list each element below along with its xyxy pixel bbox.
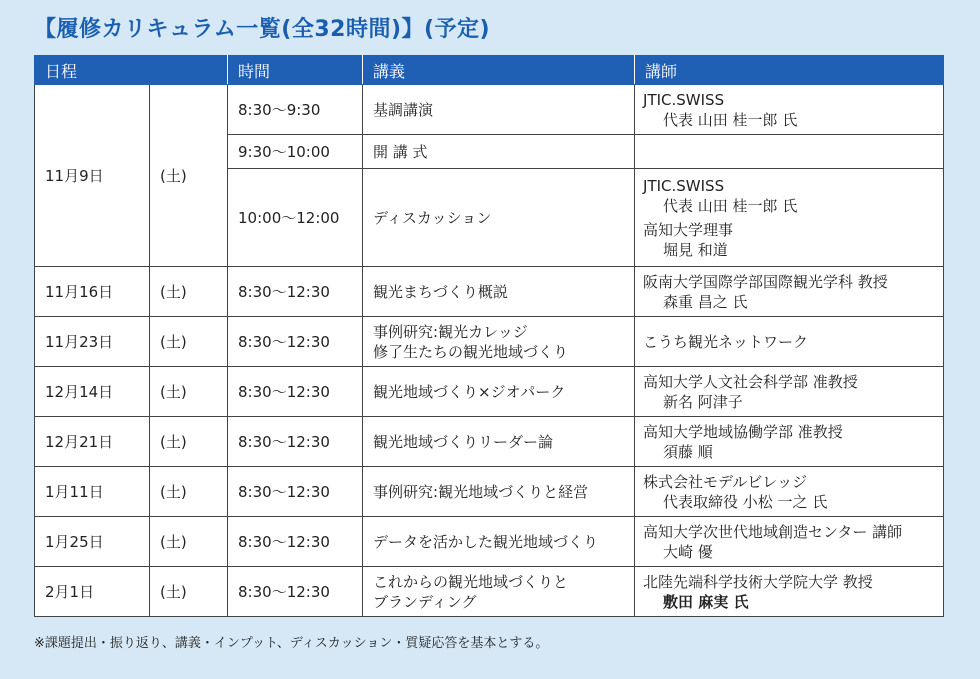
page-title: 【履修カリキュラム一覧(全32時間)】(予定) [34,17,491,42]
date-cell: 2月1日 [35,567,150,617]
instructor-name: 須藤 順 [663,442,713,461]
lecture-line: 観光地域づくりリーダー論 [373,432,554,451]
time-cell: 8:30〜12:30 [228,567,363,617]
date-cell: 12月21日 [35,417,150,467]
table-row [35,567,944,617]
lecture-line: 事例研究:観光カレッジ [373,322,528,341]
instructor-name: 代表 山田 桂一郎 氏 [663,196,798,215]
instructor-name: 堀見 和道 [663,240,728,259]
time-cell: 8:30〜12:30 [228,517,363,567]
table-header-row [35,56,944,85]
instructor-affiliation: こうち観光ネットワーク [643,332,809,351]
time-cell: 8:30〜9:30 [228,85,363,135]
instructor-name: 代表 山田 桂一郎 氏 [663,110,798,129]
table-row [35,267,944,317]
instructor-affiliation: 高知大学地域協働学部 准教授 [643,422,843,441]
day-cell: (土) [150,467,228,517]
instructor-name: 代表取締役 小松 一之 氏 [663,492,828,511]
day-cell: (土) [150,567,228,617]
lecture-cell [363,367,635,417]
date-cell: 1月25日 [35,517,150,567]
instructor-affiliation: JTIC.SWISS [643,90,725,109]
time-cell: 8:30〜12:30 [228,267,363,317]
lecture-line: これからの観光地域づくりと [373,572,569,591]
instructor-cell [635,135,944,169]
lecture-line: データを活かした観光地域づくり [373,532,599,551]
instructor-cell [635,517,944,567]
instructor-name: 敷田 麻実 氏 [663,592,749,611]
lecture-cell [363,517,635,567]
column-header-time: 時間 [228,56,363,85]
lecture-line: 観光地域づくり×ジオパーク [373,382,566,401]
instructor-cell [635,467,944,517]
day-cell: (土) [150,85,228,267]
date-cell: 11月16日 [35,267,150,317]
lecture-cell [363,467,635,517]
day-cell: (土) [150,267,228,317]
date-cell: 12月14日 [35,367,150,417]
table-row [35,467,944,517]
instructor-name: 新名 阿津子 [663,392,743,411]
time-cell: 8:30〜12:30 [228,317,363,367]
instructor-cell [635,169,944,267]
instructor-affiliation: 阪南大学国際学部国際観光学科 教授 [643,272,888,291]
table-row [35,517,944,567]
instructor-affiliation: 高知大学次世代地域創造センター 講師 [643,522,903,541]
instructor-affiliation: JTIC.SWISS [643,176,725,195]
table-row [35,417,944,467]
lecture-cell [363,267,635,317]
instructor-cell [635,267,944,317]
time-cell: 9:30〜10:00 [228,135,363,169]
instructor-cell [635,567,944,617]
day-cell: (土) [150,517,228,567]
instructor-name: 大崎 優 [663,542,713,561]
instructor-affiliation: 株式会社モデルビレッジ [643,472,808,491]
date-cell: 11月23日 [35,317,150,367]
table-row [35,85,944,135]
date-cell: 1月11日 [35,467,150,517]
column-header-date: 日程 [35,56,228,85]
time-cell: 8:30〜12:30 [228,467,363,517]
table-row [35,367,944,417]
date-cell: 11月9日 [35,85,150,267]
day-cell: (土) [150,317,228,367]
time-cell: 8:30〜12:30 [228,417,363,467]
time-cell: 8:30〜12:30 [228,367,363,417]
lecture-cell [363,567,635,617]
instructor-cell [635,367,944,417]
day-cell: (土) [150,367,228,417]
curriculum-table [34,55,944,617]
time-cell: 10:00〜12:00 [228,169,363,267]
day-cell: (土) [150,417,228,467]
lecture-cell: ディスカッション [363,169,635,267]
footnote: ※課題提出・振り返り、講義・インプット、ディスカッション・質疑応答を基本とする。 [34,636,549,651]
table-row [35,317,944,367]
lecture-cell: 基調講演 [363,85,635,135]
lecture-line: 修了生たちの観光地域づくり [373,342,569,361]
lecture-cell [363,317,635,367]
instructor-affiliation: 北陸先端科学技術大学院大学 教授 [643,572,873,591]
lecture-cell: 開 講 式 [363,135,635,169]
instructor-cell [635,417,944,467]
instructor-name: 森重 昌之 氏 [663,292,748,311]
lecture-line: ブランディング [373,592,477,611]
column-header-instructor: 講師 [635,56,944,85]
lecture-line: 観光まちづくり概説 [373,282,508,301]
instructor-cell [635,317,944,367]
lecture-line: 事例研究:観光地域づくりと経営 [373,482,589,501]
lecture-cell [363,417,635,467]
instructor-cell [635,85,944,135]
instructor-affiliation: 高知大学人文社会科学部 准教授 [643,372,858,391]
column-header-lecture: 講義 [363,56,635,85]
instructor-affiliation: 高知大学理事 [643,220,734,239]
